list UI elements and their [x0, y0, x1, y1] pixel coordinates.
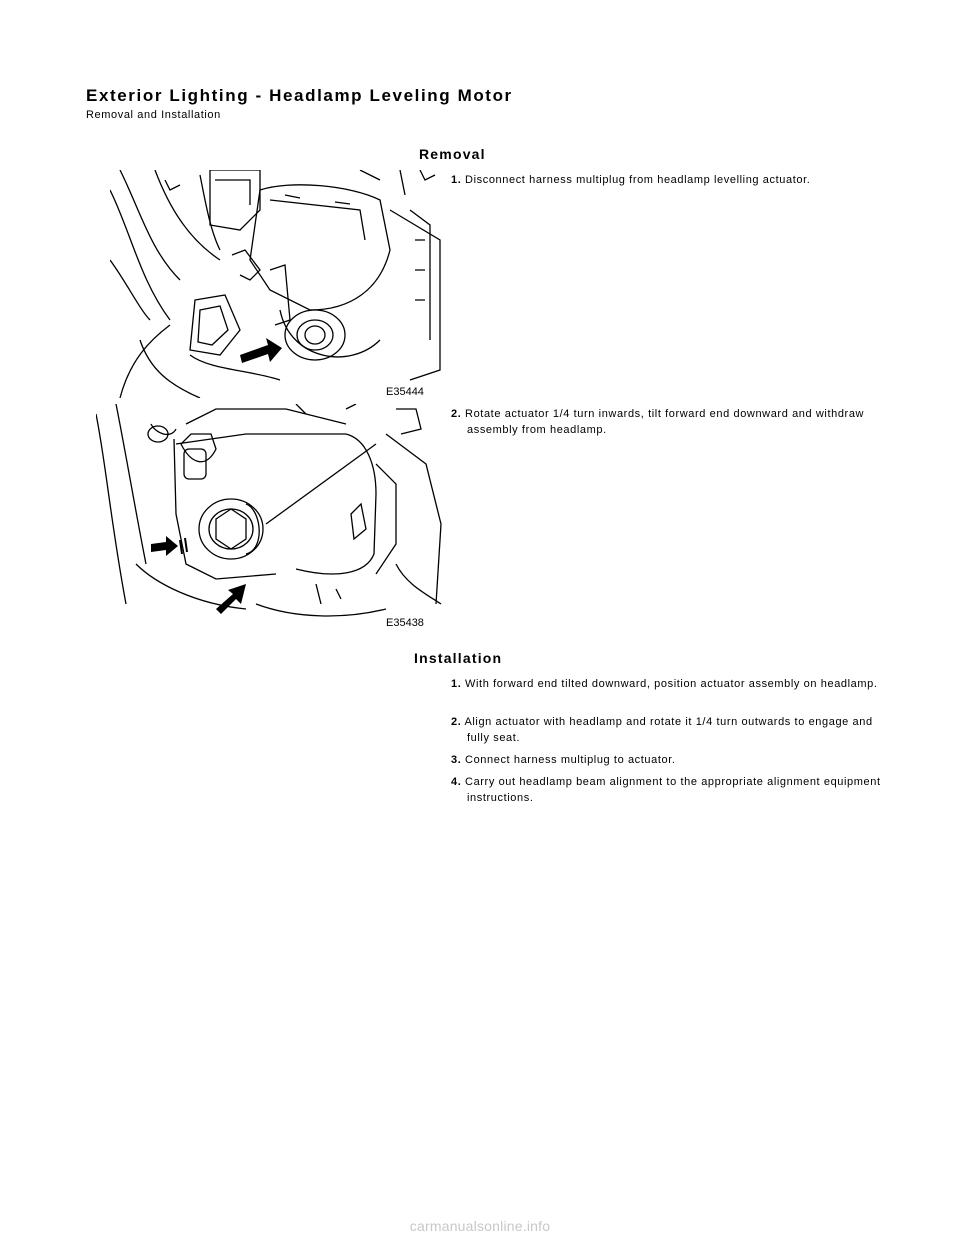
step-number: 1.: [451, 678, 462, 690]
step-text: Connect harness multiplug to actuator.: [465, 754, 676, 766]
figure-label: E35438: [386, 617, 424, 629]
page-title: Exterior Lighting - Headlamp Leveling Motor: [86, 86, 513, 105]
installation-step-4: [451, 774, 887, 806]
installation-step-3: [451, 752, 887, 768]
removal-step-1: [451, 172, 887, 188]
step-text: Disconnect harness multiplug from headlamp levelling actuator.: [465, 174, 811, 186]
step-text: With forward end tilted downward, position actuator assembly on headlamp.: [465, 678, 878, 690]
figure-label: E35444: [386, 386, 424, 398]
removal-step-2: [451, 406, 887, 438]
step-text: Rotate actuator 1/4 turn inwards, tilt forward end downward and withdraw assembly from headlamp.: [465, 408, 865, 436]
step-number: 1.: [451, 174, 462, 186]
figure-e35444: [110, 170, 446, 398]
installation-step-1: [451, 676, 887, 692]
figure-e35438: [96, 404, 446, 630]
step-number: 4.: [451, 776, 462, 788]
step-number: 3.: [451, 754, 462, 766]
site-watermark: carmanualsonline.info: [409, 1218, 551, 1234]
page-subtitle: Removal and Installation: [86, 109, 221, 121]
step-number: 2.: [451, 408, 462, 420]
step-text: Carry out headlamp beam alignment to the appropriate alignment equipment instructions.: [465, 776, 881, 804]
installation-heading: Installation: [414, 650, 503, 666]
step-number: 2.: [451, 716, 462, 728]
removal-heading: Removal: [419, 146, 486, 162]
installation-step-2: [451, 714, 887, 746]
step-text: Align actuator with headlamp and rotate it 1/4 turn outwards to engage and fully seat.: [464, 716, 873, 744]
